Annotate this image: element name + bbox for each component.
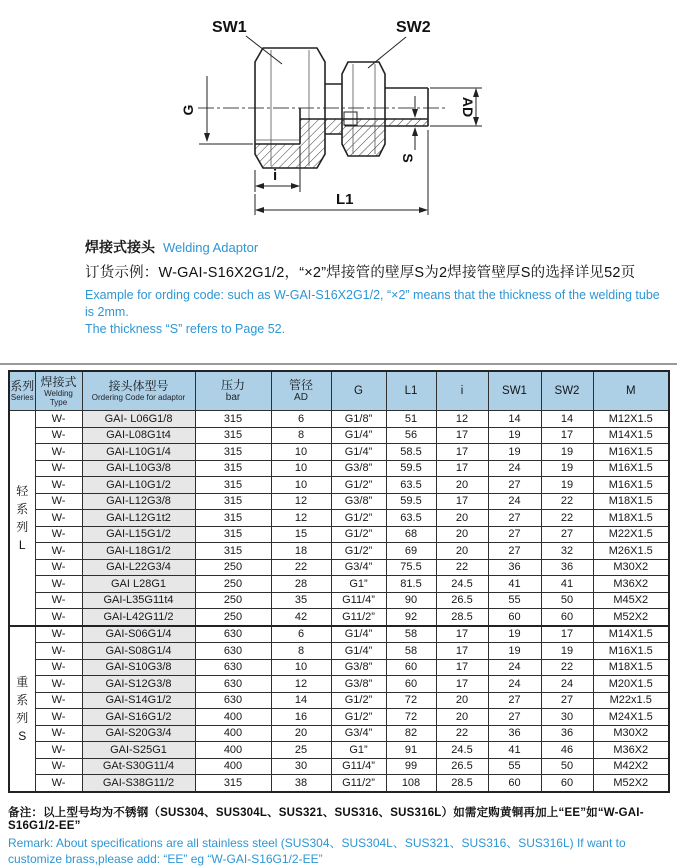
ad-cell: 38 — [271, 775, 331, 792]
welding-type-cell: W- — [35, 775, 82, 792]
i-cell: 20 — [436, 477, 488, 494]
ordering-code-cell: GAI-S20G3/4 — [82, 725, 195, 742]
ordering-code-cell: GAI-L35G11t4 — [82, 592, 195, 609]
welding-type-cell: W- — [35, 725, 82, 742]
ordering-code-cell: GAI L28G1 — [82, 576, 195, 593]
m-cell: M16X1.5 — [593, 444, 669, 461]
l1-cell: 99 — [386, 758, 436, 775]
g-cell: G1” — [331, 742, 386, 759]
sw1-cell: 14 — [488, 411, 541, 428]
g-cell: G11/4” — [331, 592, 386, 609]
dim-label-i: i — [273, 167, 278, 184]
table-row — [9, 692, 669, 709]
sw2-cell: 22 — [541, 493, 593, 510]
sw1-cell: 55 — [488, 758, 541, 775]
table-row — [9, 725, 669, 742]
welding-type-cell: W- — [35, 526, 82, 543]
l1-cell: 90 — [386, 592, 436, 609]
pressure-cell: 630 — [195, 659, 271, 676]
col-header-g: G — [331, 371, 386, 411]
pressure-cell: 315 — [195, 493, 271, 510]
welding-type-cell: W- — [35, 626, 82, 643]
ad-cell: 10 — [271, 460, 331, 477]
g-cell: G3/8” — [331, 659, 386, 676]
welding-type-cell: W- — [35, 411, 82, 428]
m-cell: M52X2 — [593, 609, 669, 626]
sw2-cell: 50 — [541, 592, 593, 609]
l1-cell: 58 — [386, 643, 436, 660]
col-header-series: 系列 Series — [9, 371, 35, 411]
pressure-cell: 250 — [195, 559, 271, 576]
welding-type-cell: W- — [35, 676, 82, 693]
i-cell: 17 — [436, 444, 488, 461]
table-row — [9, 460, 669, 477]
sw1-cell: 19 — [488, 643, 541, 660]
ordering-code-cell: GAI-L10G1/2 — [82, 477, 195, 494]
welding-type-cell: W- — [35, 510, 82, 527]
l1-cell: 91 — [386, 742, 436, 759]
ad-cell: 18 — [271, 543, 331, 560]
g-cell: G1/2” — [331, 543, 386, 560]
sw2-cell: 50 — [541, 758, 593, 775]
sw2-cell: 30 — [541, 709, 593, 726]
l1-cell: 58 — [386, 626, 436, 643]
sw2-cell: 27 — [541, 692, 593, 709]
ad-cell: 20 — [271, 725, 331, 742]
ad-cell: 25 — [271, 742, 331, 759]
sw2-cell: 24 — [541, 676, 593, 693]
welding-type-cell: W- — [35, 609, 82, 626]
i-cell: 17 — [436, 643, 488, 660]
welding-type-cell: W- — [35, 692, 82, 709]
pressure-cell: 400 — [195, 742, 271, 759]
ordering-code-cell: GAI-L15G1/2 — [82, 526, 195, 543]
pressure-cell: 315 — [195, 411, 271, 428]
g-cell: G11/2” — [331, 609, 386, 626]
g-cell: G11/4” — [331, 758, 386, 775]
welding-type-cell: W- — [35, 477, 82, 494]
welding-type-cell: W- — [35, 460, 82, 477]
ad-cell: 12 — [271, 676, 331, 693]
ad-cell: 30 — [271, 758, 331, 775]
table-row — [9, 592, 669, 609]
ordering-code-cell: GAI-L18G1/2 — [82, 543, 195, 560]
pressure-cell: 630 — [195, 676, 271, 693]
ordering-code-cell: GAI-S16G1/2 — [82, 709, 195, 726]
g-cell: G1/4” — [331, 427, 386, 444]
remark-en-1: Remark: About specifications are all stainless steel (SUS304、SUS304L、SUS321、SUS316、SUS316L) If want to — [8, 836, 626, 850]
m-cell: M36X2 — [593, 742, 669, 759]
l1-cell: 69 — [386, 543, 436, 560]
table-row — [9, 477, 669, 494]
ad-cell: 22 — [271, 559, 331, 576]
i-cell: 12 — [436, 411, 488, 428]
m-cell: M18X1.5 — [593, 659, 669, 676]
col-header-ordering-code: 接头体型号 Ordering Code for adaptor — [82, 371, 195, 411]
m-cell: M36X2 — [593, 576, 669, 593]
m-cell: M30X2 — [593, 559, 669, 576]
g-cell: G3/4” — [331, 559, 386, 576]
table-row — [9, 626, 669, 643]
table-row — [9, 775, 669, 792]
sw2-cell: 22 — [541, 510, 593, 527]
i-cell: 20 — [436, 709, 488, 726]
spec-table — [8, 370, 670, 793]
table-row — [9, 543, 669, 560]
table-row — [9, 758, 669, 775]
sw1-cell: 27 — [488, 709, 541, 726]
g-cell: G3/8” — [331, 460, 386, 477]
welding-type-cell: W- — [35, 643, 82, 660]
l1-cell: 59.5 — [386, 460, 436, 477]
ad-cell: 16 — [271, 709, 331, 726]
i-cell: 26.5 — [436, 758, 488, 775]
i-cell: 17 — [436, 427, 488, 444]
l1-cell: 60 — [386, 659, 436, 676]
ad-cell: 12 — [271, 510, 331, 527]
l1-cell: 92 — [386, 609, 436, 626]
sw2-cell: 19 — [541, 477, 593, 494]
welding-type-cell: W- — [35, 592, 82, 609]
series-group-light-L — [9, 411, 669, 626]
pressure-cell: 400 — [195, 725, 271, 742]
l1-cell: 56 — [386, 427, 436, 444]
ad-cell: 42 — [271, 609, 331, 626]
l1-cell: 63.5 — [386, 477, 436, 494]
ad-cell: 10 — [271, 477, 331, 494]
ordering-code-cell: GAt-S30G11/4 — [82, 758, 195, 775]
l1-cell: 108 — [386, 775, 436, 792]
sw1-cell: 24 — [488, 676, 541, 693]
table-row — [9, 676, 669, 693]
i-cell: 24.5 — [436, 576, 488, 593]
l1-cell: 72 — [386, 709, 436, 726]
pressure-cell: 315 — [195, 543, 271, 560]
sw2-cell: 41 — [541, 576, 593, 593]
pressure-cell: 315 — [195, 526, 271, 543]
welding-type-cell: W- — [35, 576, 82, 593]
welding-type-cell: W- — [35, 758, 82, 775]
pressure-cell: 250 — [195, 592, 271, 609]
sw1-cell: 27 — [488, 526, 541, 543]
l1-cell: 68 — [386, 526, 436, 543]
ad-cell: 12 — [271, 493, 331, 510]
dim-label-sw2: SW2 — [396, 19, 431, 36]
m-cell: M26X1.5 — [593, 543, 669, 560]
g-cell: G1” — [331, 576, 386, 593]
welding-type-cell: W- — [35, 444, 82, 461]
col-header-pressure: 压力 bar — [195, 371, 271, 411]
m-cell: M14X1.5 — [593, 626, 669, 643]
ordering-code-cell: GAI-L42G11/2 — [82, 609, 195, 626]
remark-zh: 备注：以上型号均为不锈钢（SUS304、SUS304L、SUS321、SUS316、SUS316L）如需定购黄铜再加上“EE”如“W-GAI-S16G1/2-EE” — [8, 807, 644, 832]
table-row — [9, 444, 669, 461]
ordering-code-cell: GAI-L22G3/4 — [82, 559, 195, 576]
horizontal-rule — [0, 363, 677, 365]
ordering-code-cell: GAI-S38G11/2 — [82, 775, 195, 792]
g-cell: G1/4” — [331, 444, 386, 461]
m-cell: M14X1.5 — [593, 427, 669, 444]
series-label: 重 系 列 S — [9, 626, 35, 792]
g-cell: G3/4” — [331, 725, 386, 742]
g-cell: G1/2” — [331, 477, 386, 494]
i-cell: 22 — [436, 725, 488, 742]
g-cell: G1/4” — [331, 643, 386, 660]
sw1-cell: 19 — [488, 427, 541, 444]
m-cell: M22X1.5 — [593, 526, 669, 543]
sw2-cell: 36 — [541, 725, 593, 742]
col-header-ad: 管径 AD — [271, 371, 331, 411]
table-row — [9, 576, 669, 593]
ad-cell: 14 — [271, 692, 331, 709]
welding-adaptor-diagram — [50, 6, 490, 236]
welding-type-cell: W- — [35, 543, 82, 560]
g-cell: G1/4” — [331, 626, 386, 643]
ad-cell: 10 — [271, 444, 331, 461]
welding-type-cell: W- — [35, 559, 82, 576]
m-cell: M42X2 — [593, 758, 669, 775]
g-cell: G3/8” — [331, 676, 386, 693]
sw1-cell: 19 — [488, 626, 541, 643]
l1-cell: 58.5 — [386, 444, 436, 461]
sw2-cell: 17 — [541, 626, 593, 643]
pressure-cell: 630 — [195, 692, 271, 709]
ordering-example-zh: 订货示例：W-GAI-S16X2G1/2，“×2”焊接管的壁厚S为2焊接管壁厚S的选择详见52页 — [85, 265, 636, 281]
dim-label-s: S — [400, 153, 416, 163]
m-cell: M16X1.5 — [593, 460, 669, 477]
sw2-cell: 36 — [541, 559, 593, 576]
sw1-cell: 36 — [488, 559, 541, 576]
sw2-cell: 60 — [541, 775, 593, 792]
remark-section — [8, 804, 673, 867]
sw1-cell: 27 — [488, 477, 541, 494]
series-label: 轻 系 列 L — [9, 411, 35, 626]
pressure-cell: 315 — [195, 510, 271, 527]
sw1-cell: 41 — [488, 742, 541, 759]
sw2-cell: 46 — [541, 742, 593, 759]
i-cell: 22 — [436, 559, 488, 576]
sw2-cell: 27 — [541, 526, 593, 543]
g-cell: G1/2” — [331, 510, 386, 527]
sw1-cell: 36 — [488, 725, 541, 742]
m-cell: M30X2 — [593, 725, 669, 742]
sw1-cell: 27 — [488, 692, 541, 709]
ordering-code-cell: GAI-L12G3/8 — [82, 493, 195, 510]
l1-cell: 63.5 — [386, 510, 436, 527]
col-header-sw1: SW1 — [488, 371, 541, 411]
sw2-cell: 19 — [541, 643, 593, 660]
section-title — [85, 237, 665, 257]
ordering-example-en-2: The thickness “S” refers to Page 52. — [85, 322, 286, 336]
ordering-code-cell: GAI-L08G1t4 — [82, 427, 195, 444]
pressure-cell: 250 — [195, 609, 271, 626]
table-row — [9, 742, 669, 759]
m-cell: M16X1.5 — [593, 477, 669, 494]
m-cell: M16X1.5 — [593, 643, 669, 660]
ordering-example-en-1: Example for ording code: such as W-GAI-S16X2G1/2, “×2” means that the thickness of the welding tube is 2mm. — [85, 288, 660, 319]
table-row — [9, 510, 669, 527]
ordering-code-cell: GAI-L12G1t2 — [82, 510, 195, 527]
l1-cell: 75.5 — [386, 559, 436, 576]
i-cell: 20 — [436, 692, 488, 709]
table-header — [9, 371, 669, 411]
table-row — [9, 643, 669, 660]
i-cell: 17 — [436, 659, 488, 676]
ad-cell: 8 — [271, 643, 331, 660]
ad-cell: 8 — [271, 427, 331, 444]
sw1-cell: 27 — [488, 510, 541, 527]
g-cell: G1/2” — [331, 709, 386, 726]
ad-cell: 6 — [271, 411, 331, 428]
i-cell: 17 — [436, 493, 488, 510]
welding-type-cell: W- — [35, 742, 82, 759]
ordering-code-cell: GAI-L10G1/4 — [82, 444, 195, 461]
ad-cell: 6 — [271, 626, 331, 643]
sw1-cell: 24 — [488, 493, 541, 510]
dim-label-g: G — [180, 104, 196, 116]
g-cell: G1/8” — [331, 411, 386, 428]
m-cell: M12X1.5 — [593, 411, 669, 428]
dim-label-sw1: SW1 — [212, 19, 247, 36]
table-row — [9, 709, 669, 726]
l1-cell: 72 — [386, 692, 436, 709]
pressure-cell: 315 — [195, 477, 271, 494]
sw2-cell: 60 — [541, 609, 593, 626]
pressure-cell: 315 — [195, 775, 271, 792]
sw1-cell: 24 — [488, 659, 541, 676]
ordering-code-cell: GAI-S25G1 — [82, 742, 195, 759]
title-zh: 焊接式接头 — [85, 239, 155, 255]
g-cell: G1/2” — [331, 526, 386, 543]
ad-cell: 28 — [271, 576, 331, 593]
spec-table-wrap — [8, 370, 670, 793]
m-cell: M18X1.5 — [593, 510, 669, 527]
table-row — [9, 493, 669, 510]
sw2-cell: 19 — [541, 460, 593, 477]
sw1-cell: 60 — [488, 775, 541, 792]
i-cell: 17 — [436, 460, 488, 477]
m-cell: M22x1.5 — [593, 692, 669, 709]
m-cell: M52X2 — [593, 775, 669, 792]
sw2-cell: 22 — [541, 659, 593, 676]
m-cell: M18X1.5 — [593, 493, 669, 510]
table-row — [9, 427, 669, 444]
col-header-l1: L1 — [386, 371, 436, 411]
title-en: Welding Adaptor — [163, 240, 259, 255]
pressure-cell: 250 — [195, 576, 271, 593]
ad-cell: 35 — [271, 592, 331, 609]
l1-cell: 59.5 — [386, 493, 436, 510]
table-row — [9, 659, 669, 676]
ordering-code-cell: GAI- L06G1/8 — [82, 411, 195, 428]
col-header-m: M — [593, 371, 669, 411]
table-row — [9, 411, 669, 428]
table-row — [9, 526, 669, 543]
sw2-cell: 14 — [541, 411, 593, 428]
sw1-cell: 27 — [488, 543, 541, 560]
sw2-cell: 17 — [541, 427, 593, 444]
welding-type-cell: W- — [35, 427, 82, 444]
ordering-code-cell: GAI-L10G3/8 — [82, 460, 195, 477]
i-cell: 24.5 — [436, 742, 488, 759]
sw2-cell: 19 — [541, 444, 593, 461]
sw1-cell: 24 — [488, 460, 541, 477]
table-row — [9, 609, 669, 626]
g-cell: G11/2” — [331, 775, 386, 792]
remark-en-2: customize brass,please add: “EE” eg “W-GAI-S16G1/2-EE” — [8, 852, 323, 866]
ordering-code-cell: GAI-S06G1/4 — [82, 626, 195, 643]
sw1-cell: 55 — [488, 592, 541, 609]
m-cell: M45X2 — [593, 592, 669, 609]
table-row — [9, 559, 669, 576]
series-group-heavy-S — [9, 626, 669, 792]
i-cell: 28.5 — [436, 609, 488, 626]
ordering-code-cell: GAI-S12G3/8 — [82, 676, 195, 693]
sw1-cell: 60 — [488, 609, 541, 626]
dim-label-l1: L1 — [336, 191, 354, 208]
pressure-cell: 400 — [195, 709, 271, 726]
sw1-cell: 19 — [488, 444, 541, 461]
i-cell: 17 — [436, 626, 488, 643]
col-header-sw2: SW2 — [541, 371, 593, 411]
pressure-cell: 630 — [195, 643, 271, 660]
pressure-cell: 630 — [195, 626, 271, 643]
i-cell: 20 — [436, 510, 488, 527]
dim-label-ad: AD — [460, 96, 476, 118]
pressure-cell: 400 — [195, 758, 271, 775]
i-cell: 26.5 — [436, 592, 488, 609]
l1-cell: 51 — [386, 411, 436, 428]
i-cell: 20 — [436, 526, 488, 543]
ad-cell: 10 — [271, 659, 331, 676]
ordering-code-cell: GAI-S10G3/8 — [82, 659, 195, 676]
i-cell: 17 — [436, 676, 488, 693]
l1-cell: 60 — [386, 676, 436, 693]
ordering-code-cell: GAI-S08G1/4 — [82, 643, 195, 660]
ad-cell: 15 — [271, 526, 331, 543]
welding-type-cell: W- — [35, 709, 82, 726]
pressure-cell: 315 — [195, 427, 271, 444]
g-cell: G1/2” — [331, 692, 386, 709]
col-header-i: i — [436, 371, 488, 411]
i-cell: 28.5 — [436, 775, 488, 792]
pressure-cell: 315 — [195, 460, 271, 477]
sw1-cell: 41 — [488, 576, 541, 593]
welding-type-cell: W- — [35, 493, 82, 510]
g-cell: G3/8” — [331, 493, 386, 510]
welding-type-cell: W- — [35, 659, 82, 676]
intro-section — [85, 237, 665, 338]
ordering-code-cell: GAI-S14G1/2 — [82, 692, 195, 709]
l1-cell: 82 — [386, 725, 436, 742]
sw2-cell: 32 — [541, 543, 593, 560]
col-header-welding-type: 焊接式 Welding Type — [35, 371, 82, 411]
l1-cell: 81.5 — [386, 576, 436, 593]
i-cell: 20 — [436, 543, 488, 560]
m-cell: M24X1.5 — [593, 709, 669, 726]
pressure-cell: 315 — [195, 444, 271, 461]
m-cell: M20X1.5 — [593, 676, 669, 693]
